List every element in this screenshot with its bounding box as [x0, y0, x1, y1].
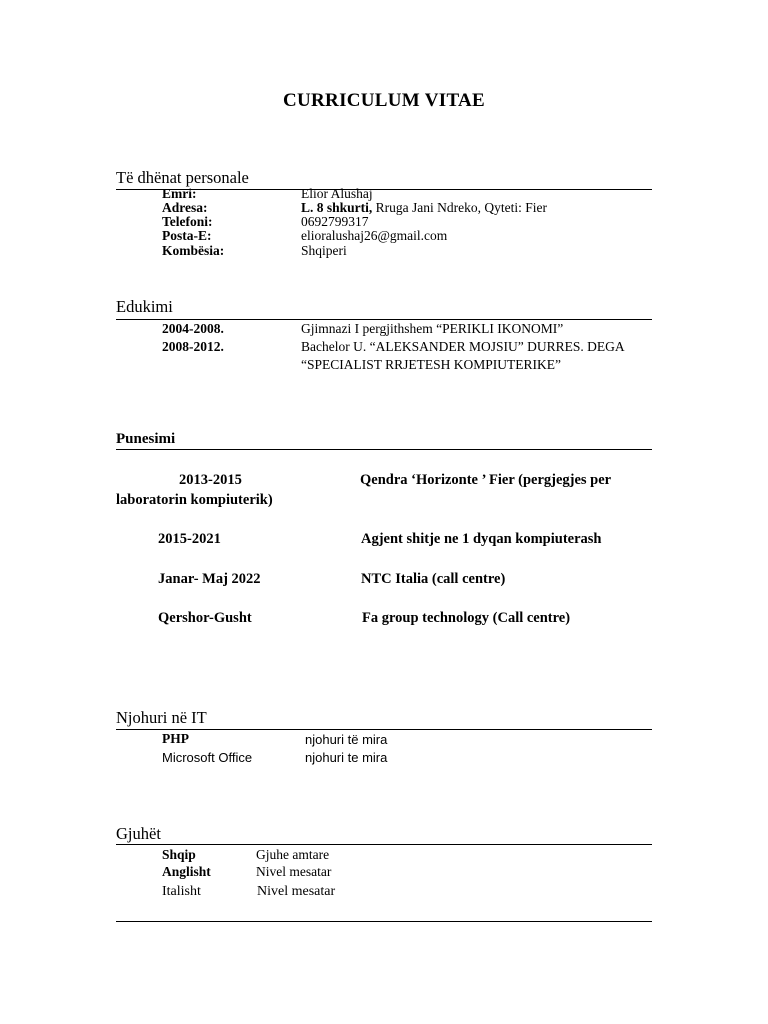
education-years-2: 2008-2012. — [162, 339, 224, 354]
language-level-1: Gjuhe amtare — [256, 847, 330, 862]
education-text-2: Bachelor U. “ALEKSANDER MOJSIU” DURRES. DEGA — [301, 339, 625, 354]
employment-period-3: Janar- Maj 2022 — [158, 571, 261, 587]
personal-label-phone: Telefoni: — [162, 214, 213, 229]
section-heading-languages: Gjuhët — [116, 824, 161, 843]
personal-value-nationality: Shqiperi — [301, 243, 347, 258]
education-text-1: Gjimnazi I pergjithshem “PERIKLI IKONOMI” — [301, 321, 564, 336]
personal-label-name: Emri: — [162, 186, 197, 201]
language-level-3: Nivel mesatar — [257, 884, 336, 899]
education-years-1: 2004-2008. — [162, 321, 224, 336]
language-2: Anglisht — [162, 864, 211, 879]
employment-text-4: Fa group technology (Call centre) — [362, 610, 571, 626]
document-title: CURRICULUM VITAE — [282, 90, 486, 111]
employment-text-2: Agjent shitje ne 1 dyqan kompiuterash — [361, 531, 602, 547]
address-rest: Rruga Jani Ndreko, Qyteti: Fier — [372, 200, 547, 215]
it-level-1: njohuri të mira — [305, 732, 388, 747]
it-skill-1: PHP — [162, 731, 189, 746]
personal-label-address: Adresa: — [162, 200, 208, 215]
employment-period-1: 2013-2015 — [179, 472, 242, 488]
employment-text-1b: laboratorin kompiuterik) — [116, 492, 273, 508]
personal-value-phone: 0692799317 — [301, 214, 369, 229]
section-rule-it — [116, 729, 652, 730]
employment-period-4: Qershor-Gusht — [158, 610, 252, 626]
personal-label-email: Posta-E: — [162, 228, 212, 243]
language-level-2: Nivel mesatar — [256, 864, 332, 879]
language-1: Shqip — [162, 847, 196, 862]
personal-value-name: Elior Alushaj — [301, 186, 373, 201]
section-heading-education: Edukimi — [116, 297, 173, 316]
section-rule-education — [116, 319, 652, 320]
section-heading-it: Njohuri në IT — [116, 708, 207, 727]
section-heading-employment: Punesimi — [116, 431, 176, 447]
language-3: Italisht — [162, 884, 201, 899]
personal-value-email: elioralushaj26@gmail.com — [301, 228, 448, 243]
address-street: L. 8 shkurti, — [301, 200, 373, 215]
education-text-2b: “SPECIALIST RRJETESH KOMPIUTERIKE” — [301, 357, 562, 372]
section-rule-languages — [116, 844, 652, 845]
bottom-rule — [116, 921, 652, 922]
employment-period-2: 2015-2021 — [158, 531, 221, 547]
it-level-2: njohuri te mira — [305, 750, 388, 765]
employment-text-3: NTC Italia (call centre) — [361, 571, 506, 587]
personal-label-nationality: Kombësia: — [162, 243, 225, 258]
personal-value-address — [301, 201, 547, 215]
section-heading-personal: Të dhënat personale — [116, 168, 249, 187]
employment-text-1: Qendra ‘Horizonte ’ Fier (pergjegjes per — [360, 472, 612, 488]
it-skill-2: Microsoft Office — [162, 750, 253, 765]
section-rule-employment — [116, 449, 652, 450]
